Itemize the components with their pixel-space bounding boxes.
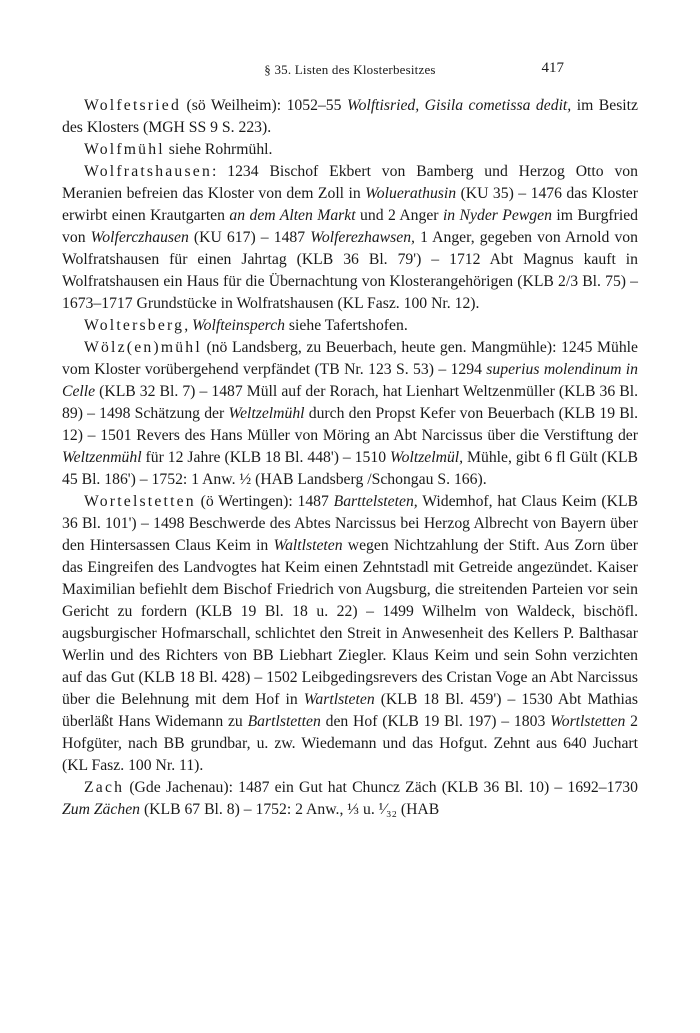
entry-headword: Wolfratshausen [84,163,212,180]
entry-text: Mühle, gibt 6 fl Gült (KLB 45 Bl. 186') – 1752: 1 Anw. ½ (HAB Landsberg /Schongau S. 166). [62,449,638,488]
entry-text: durch den Propst Kefer von Beuerbach (KLB 19 Bl. 12) – 1501 Revers des Hans Müller von Möring an Abt Narcissus über die Verstiftung der [62,405,638,444]
entry-text: 2 Hofgüter, nach BB grundbar, u. zw. Wiedemann und das Hofgut. Zehnt aus 640 Juchart (KL Fasz. 100 Nr. 11). [62,713,639,774]
entry [62,315,638,337]
running-head [40,62,660,82]
italic-citation: in Nyder Pewgen [442,207,552,224]
entry-headword: Wölz(en)mühl [84,339,202,356]
entry-text: siehe Tafertshofen. [285,317,408,334]
body-text [62,95,638,821]
entry-text: (KU 35) – 1476 das Kloster erwirbt einen Krautgarten [62,185,638,224]
entry-text: (KLB 18 Bl. 459') – 1530 Abt Mathias überläßt Hans Widemann zu [62,691,638,730]
entry-text: im Burgfried von [62,207,639,246]
italic-citation: Bartlstetten [247,713,321,730]
running-title: § 35. Listen des Klosterbesitzes [264,62,436,77]
entry-text: (nö Landsberg, zu Beuerbach, heute gen. Mangmühle): 1245 Mühle vom Kloster vorübergehend verpfändet (TB Nr. 123 S. 53) – 1294 [62,339,638,378]
italic-citation: Barttelsteten, [333,493,418,510]
entry-text: den Hof (KLB 19 Bl. 197) – 1803 [320,713,551,730]
entry-text: Widemhof, hat Claus Keim (KLB 36 Bl. 101') – 1498 Beschwerde des Abtes Narcissus bei Herzog Albrecht von Bayern über den Hintersassen Claus Keim in [62,493,638,554]
italic-citation: Woluerathusin [365,185,457,202]
entry-text: (KU 617) – 1487 [188,229,311,246]
entry [62,95,638,139]
entry-headword: Zach [84,779,125,796]
entry [62,139,638,161]
italic-citation: Wolferezhawsen, [310,229,415,246]
italic-citation: superius molendinum in Celle [62,361,638,400]
italic-citation: Weltzelmühl [228,405,305,422]
entry-text: für 12 Jahre (KLB 18 Bl. 448') – 1510 [141,449,391,466]
entry [62,777,638,821]
entry-text: siehe Rohrmühl. [164,141,273,158]
entry-headword: Woltersberg [84,317,185,334]
entry-text: im Besitz des Klosters (MGH SS 9 S. 223). [62,97,638,136]
entry-headword: Wolfmühl [84,141,165,158]
italic-citation: Weltzenmühl [62,449,142,466]
italic-citation: Wolfteinsperch [192,317,285,334]
italic-citation: Woltzelmül, [390,449,464,466]
entry-text: (Gde Jachenau): 1487 ein Gut hat Chuncz Zäch (KLB 36 Bl. 10) – 1692–1730 [124,779,638,796]
italic-citation: Wortlstetten [550,713,626,730]
italic-citation: an dem Alten Markt [229,207,356,224]
entry-text: : 1234 Bischof Ekbert von Bamberg und Herzog Otto von Meranien befreien das Kloster von dem Zoll in [62,163,638,202]
entry-text: (KLB 32 Bl. 7) – 1487 Müll auf der Rorach, hat Lienhart Weltzenmüller (KLB 36 Bl. 89) – 1498 Schätzung der [62,383,638,422]
entry-text: (sö Weilheim): 1052–55 [181,97,347,114]
italic-citation: Waltlsteten [273,537,343,554]
entry-headword: Wolfetsried [84,97,181,114]
entry-headword: Wortelstetten [84,493,196,510]
italic-citation: Zum Zächen [62,801,141,818]
entry-text: , [184,317,193,334]
entry-text: (KLB 67 Bl. 8) – 1752: 2 Anw., ⅓ u. ¹⁄₃₂ (HAB [140,801,440,818]
entry [62,491,638,777]
entry [62,337,638,491]
italic-citation: Wartlsteten [303,691,375,708]
italic-citation: Wolferczhausen [90,229,189,246]
entry-text: 1 Anger, gegeben von Arnold von Wolfratshausen für einen Jahrtag (KLB 36 Bl. 79') – 1712 Abt Magnus kauft in Wolfratshausen ein Haus für die Übernachtung von Klosterangehörigen (KLB 2/3 Bl. 75) – 1673–1717 Grundstücke in Wolfratshausen (KL Fasz. 100 Nr. 12). [62,229,638,312]
page-number: 417 [541,60,564,76]
entry [62,161,638,315]
italic-citation: Wolftisried, Gisila cometissa dedit, [346,97,572,114]
entry-text: wegen Nichtzahlung der Stift. Aus Zorn über das Eingreifen des Landvogtes hat Keim einen Zehntstadl mit Getreide angezündet. Kaiser Maximilian befiehlt dem Bischof Friedrich von Augsburg, die streitenden Parteien vor sein Gericht zu fordern (KLB 19 Bl. 18 u. 22) – 1499 Wilhelm von Waldeck, bischöfl. augsburgischer Hofmarschall, schlichtet den Streit in Anwesenheit des Kellers P. Balthasar Werlin und des Richters von BB Liebhart Ziegler. Klaus Keim und sein Sohn verzichten auf das Gut (KLB 18 Bl. 428) – 1502 Leibgedingsrevers des Cristan Voge an Abt Narcissus über die Belehnung mit dem Hof in [62,537,638,708]
entry-text: (ö Wertingen): 1487 [195,493,334,510]
entry-text: und 2 Anger [355,207,443,224]
